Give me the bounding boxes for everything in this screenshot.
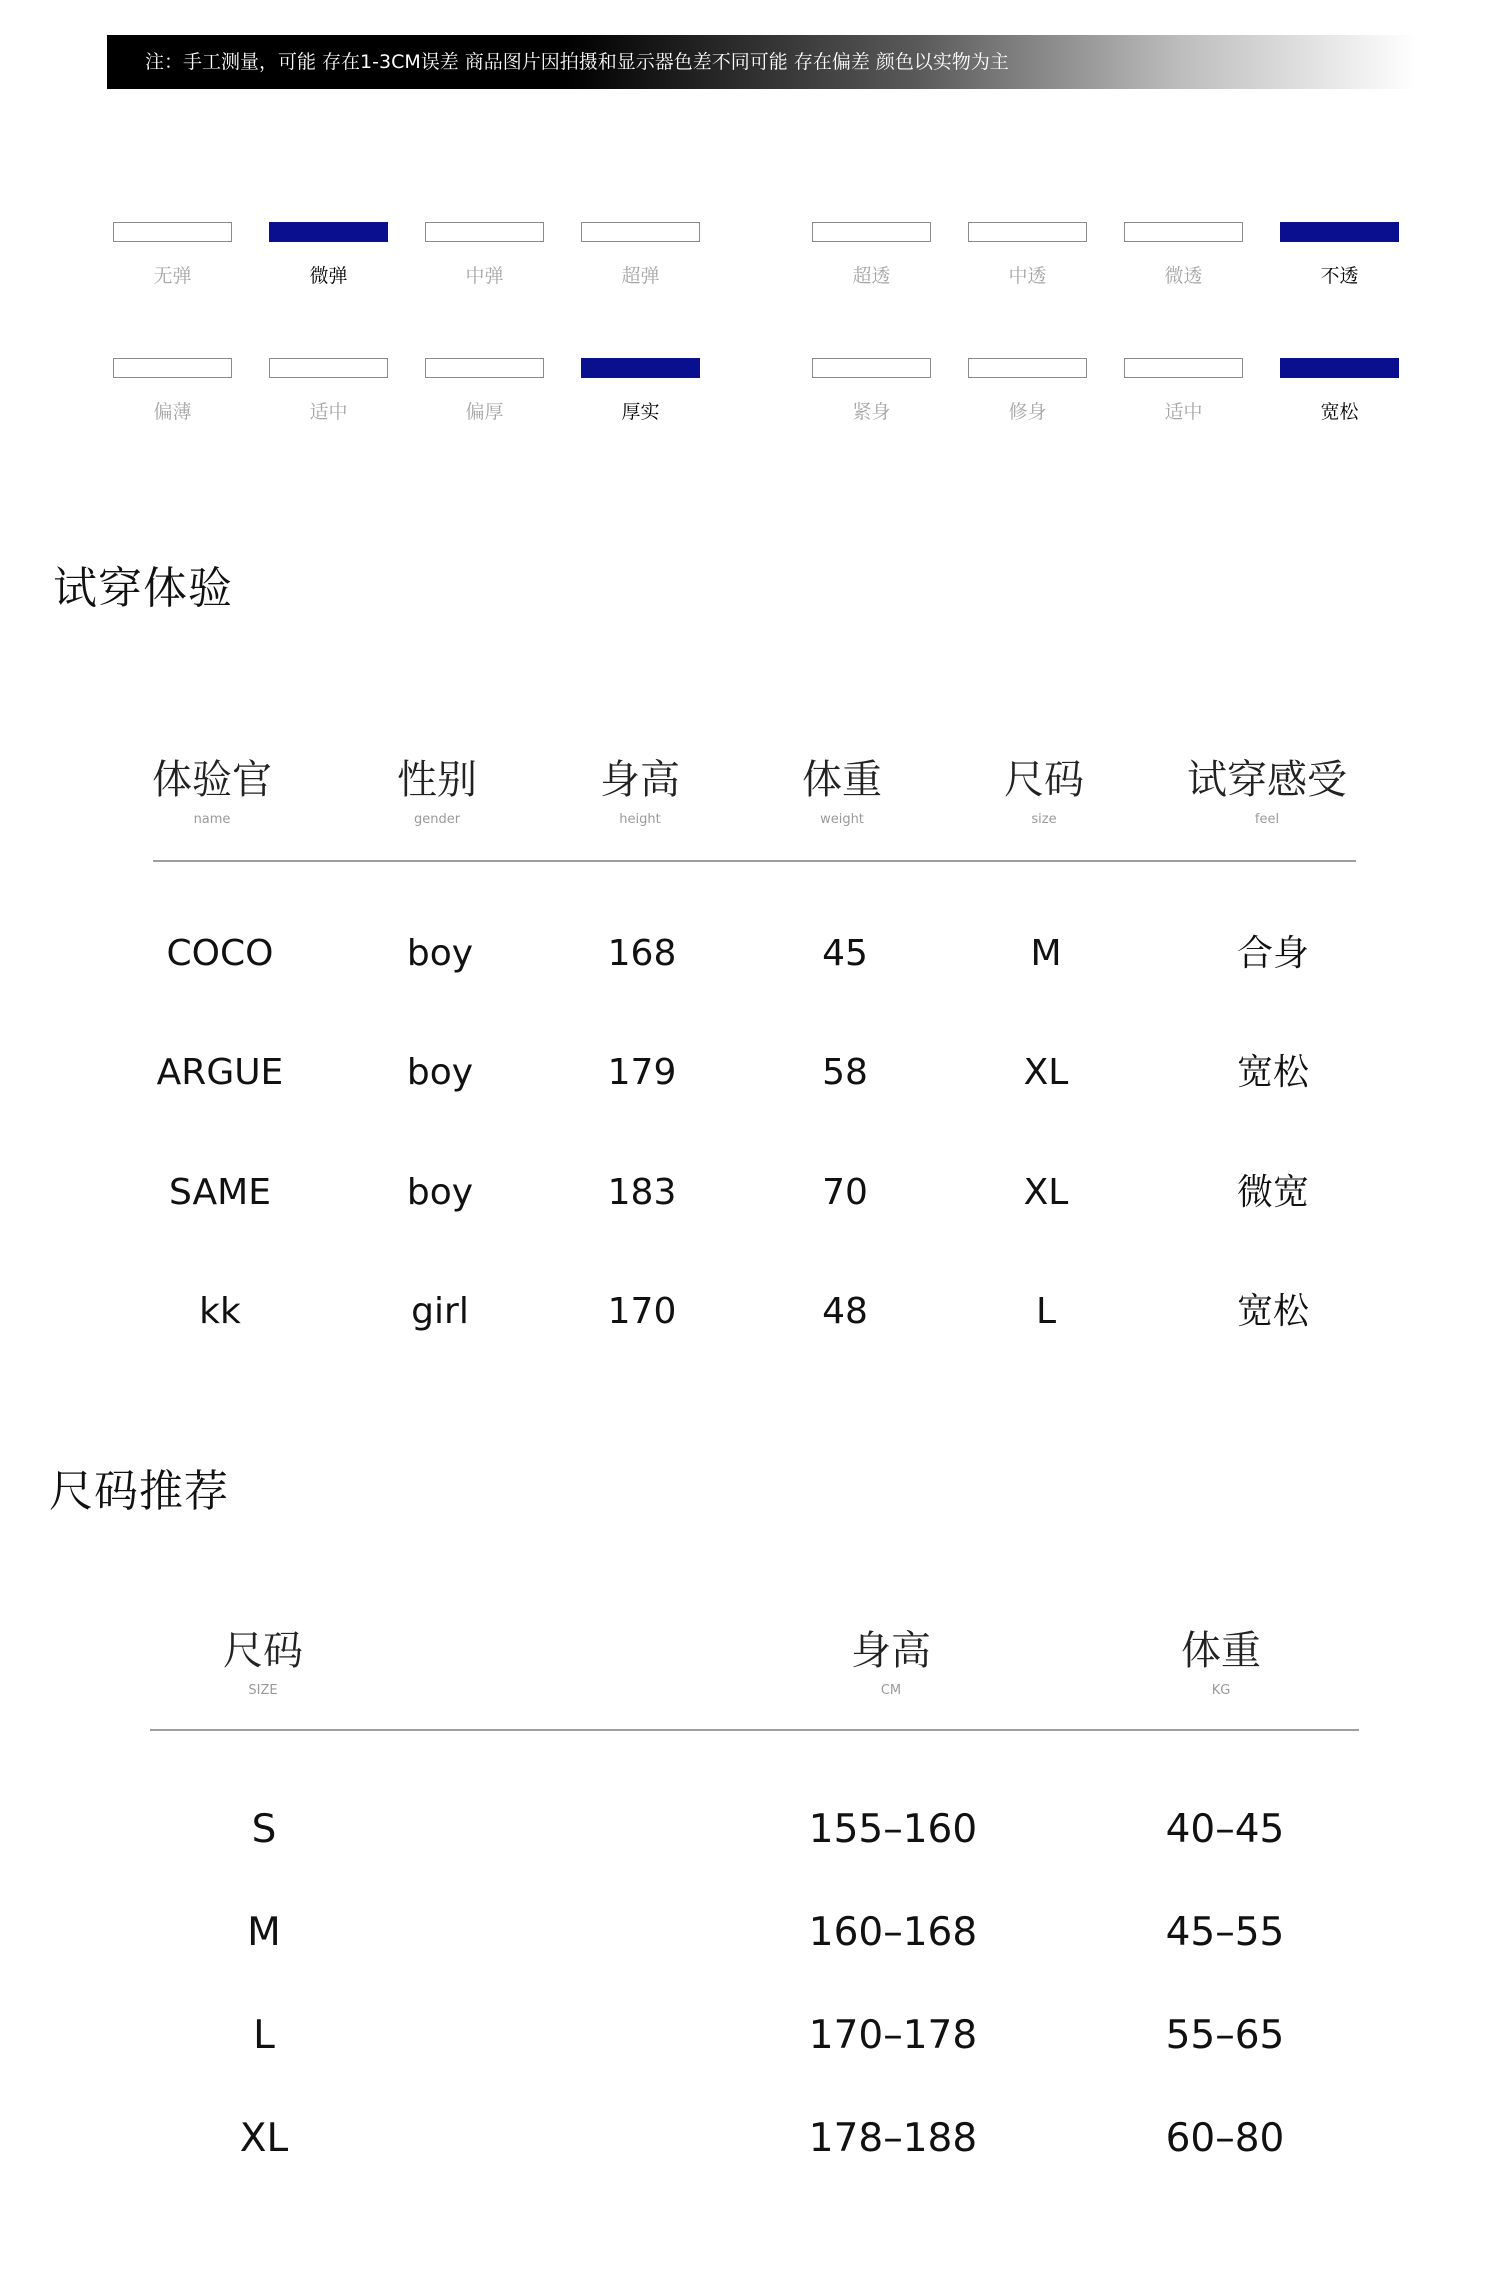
tryon-header-rule <box>153 860 1356 862</box>
tryon-cell: XL <box>1023 1172 1069 1213</box>
recommend-cell: XL <box>239 2116 289 2161</box>
scale-label: 偏厚 <box>465 401 504 423</box>
header-en: name <box>193 812 231 827</box>
scale-bar <box>968 222 1087 242</box>
scale-label: 超透 <box>852 265 891 287</box>
tryon-cell: boy <box>406 933 474 974</box>
scale-label: 修身 <box>1008 401 1047 423</box>
tryon-section-title: 试穿体验 <box>53 563 233 614</box>
header-en: SIZE <box>248 1683 278 1698</box>
scale-option <box>812 222 931 292</box>
tryon-cell: boy <box>406 1172 474 1213</box>
tryon-header-height <box>560 756 720 830</box>
header-zh: 体重 <box>802 757 882 803</box>
header-en: feel <box>1254 812 1280 827</box>
scale-label: 微弹 <box>309 265 348 287</box>
scale-bar <box>1280 222 1399 242</box>
tryon-cell: XL <box>1023 1052 1069 1093</box>
tryon-cell: 58 <box>822 1052 868 1093</box>
scale-label: 偏薄 <box>153 401 192 423</box>
scale-label: 微透 <box>1164 265 1203 287</box>
header-en: height <box>619 812 661 827</box>
scale-bar <box>581 358 700 378</box>
scale-bar <box>581 222 700 242</box>
header-en: KG <box>1211 1683 1231 1698</box>
tryon-cell: 宽松 <box>1236 1291 1309 1332</box>
scale-bar <box>1280 358 1399 378</box>
scale-label: 紧身 <box>852 401 891 423</box>
scale-thickness <box>113 358 700 428</box>
scale-option <box>269 222 388 292</box>
scale-label: 厚实 <box>621 401 660 423</box>
recommend-header-height <box>811 1627 971 1701</box>
scale-bar <box>812 358 931 378</box>
scale-option <box>1124 358 1243 428</box>
tryon-cell: 合身 <box>1236 933 1309 974</box>
tryon-cell: 183 <box>607 1172 677 1213</box>
header-en: gender <box>413 812 461 827</box>
header-zh: 身高 <box>851 1628 931 1674</box>
scale-bar <box>968 358 1087 378</box>
scale-label: 适中 <box>309 401 348 423</box>
scale-label: 无弹 <box>153 265 192 287</box>
recommend-header-size <box>183 1627 343 1701</box>
tryon-cell: SAME <box>169 1172 271 1213</box>
scale-label: 中弹 <box>465 265 504 287</box>
header-zh: 体重 <box>1181 1628 1261 1674</box>
scale-transparency <box>812 222 1399 292</box>
scale-bar <box>425 358 544 378</box>
scale-option <box>1280 358 1399 428</box>
scale-label: 宽松 <box>1320 401 1359 423</box>
scale-option <box>1280 222 1399 292</box>
recommend-header-rule <box>150 1729 1359 1731</box>
scale-option <box>812 358 931 428</box>
scale-option <box>1124 222 1243 292</box>
recommend-cell: S <box>251 1807 277 1852</box>
header-zh: 尺码 <box>223 1628 303 1674</box>
scale-bar <box>1124 358 1243 378</box>
scale-option <box>113 222 232 292</box>
header-en: weight <box>820 812 864 827</box>
scale-option <box>425 222 544 292</box>
recommend-cell: 55–65 <box>1165 2013 1285 2058</box>
scale-option <box>968 222 1087 292</box>
scale-bar <box>425 222 544 242</box>
scale-label: 不透 <box>1320 265 1359 287</box>
recommend-header-weight <box>1141 1627 1301 1701</box>
header-en: size <box>1031 812 1057 827</box>
scale-label: 中透 <box>1008 265 1047 287</box>
scale-bar <box>113 222 232 242</box>
scale-bar <box>113 358 232 378</box>
header-zh: 身高 <box>600 757 680 803</box>
tryon-header-gender <box>357 756 517 830</box>
header-zh: 尺码 <box>1004 757 1084 803</box>
tryon-cell: 48 <box>822 1291 868 1332</box>
tryon-cell: 微宽 <box>1236 1172 1309 1213</box>
header-zh: 性别 <box>397 757 477 803</box>
recommend-cell: M <box>247 1910 281 1955</box>
tryon-cell: 70 <box>822 1172 868 1213</box>
recommend-section-title: 尺码推荐 <box>49 1466 229 1517</box>
recommend-cell: 170–178 <box>808 2013 978 2058</box>
tryon-cell: 170 <box>607 1291 677 1332</box>
scale-option <box>113 358 232 428</box>
tryon-cell: boy <box>406 1052 474 1093</box>
tryon-cell: COCO <box>166 933 274 974</box>
tryon-cell: 168 <box>607 933 677 974</box>
recommend-cell: 45–55 <box>1165 1910 1285 1955</box>
scale-elasticity <box>113 222 700 292</box>
tryon-header-feel <box>1172 756 1362 830</box>
tryon-header-weight <box>762 756 922 830</box>
scale-bar <box>269 222 388 242</box>
scale-label: 超弹 <box>621 265 660 287</box>
scale-option <box>968 358 1087 428</box>
scale-fit <box>812 358 1399 428</box>
recommend-cell: 60–80 <box>1165 2116 1285 2161</box>
scale-bar <box>269 358 388 378</box>
tryon-cell: 45 <box>822 933 868 974</box>
scale-option <box>581 222 700 292</box>
notice-banner: 注：手工测量，可能 存在1-3CM误差 商品图片因拍摄和显示器色差不同可能 存在偏差 颜色以实物为主 <box>107 35 1417 89</box>
scale-bar <box>1124 222 1243 242</box>
scale-option <box>581 358 700 428</box>
recommend-cell: 40–45 <box>1165 1807 1285 1852</box>
scale-bar <box>812 222 931 242</box>
header-zh: 体验官 <box>152 757 272 803</box>
tryon-cell: 宽松 <box>1236 1052 1309 1093</box>
recommend-cell: 160–168 <box>808 1910 978 1955</box>
tryon-header-name <box>127 756 297 830</box>
tryon-cell: kk <box>199 1291 241 1332</box>
header-zh: 试穿感受 <box>1187 757 1347 803</box>
scale-option <box>269 358 388 428</box>
recommend-cell: 155–160 <box>808 1807 978 1852</box>
tryon-cell: 179 <box>607 1052 677 1093</box>
scale-label: 适中 <box>1164 401 1203 423</box>
tryon-header-size <box>964 756 1124 830</box>
scale-option <box>425 358 544 428</box>
header-en: CM <box>880 1683 902 1698</box>
recommend-cell: L <box>253 2013 275 2058</box>
tryon-cell: L <box>1035 1291 1057 1332</box>
recommend-cell: 178–188 <box>808 2116 978 2161</box>
tryon-cell: girl <box>411 1291 469 1332</box>
tryon-cell: ARGUE <box>156 1052 284 1093</box>
tryon-cell: M <box>1030 933 1062 974</box>
